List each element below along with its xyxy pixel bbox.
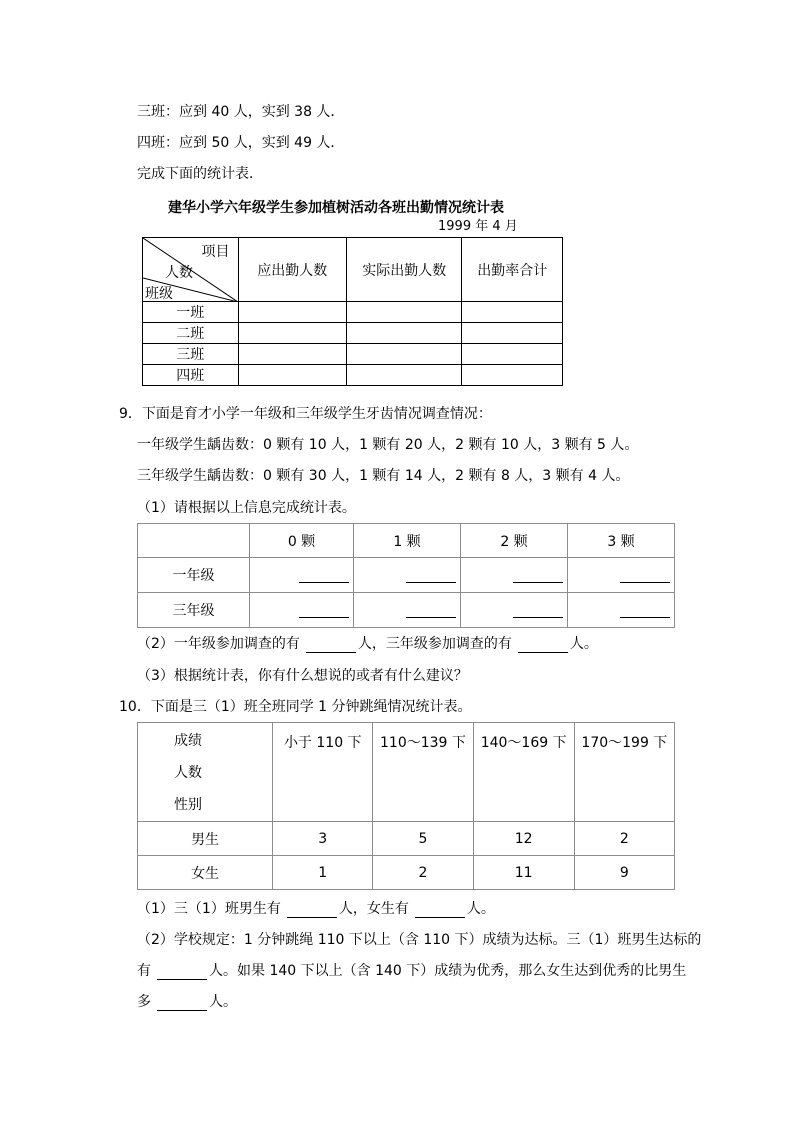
table1-header-people: 人数 <box>165 265 193 281</box>
table-row <box>138 558 675 593</box>
table1-row-label: 三班 <box>143 344 239 365</box>
q9-corner-cell <box>138 524 250 558</box>
table1-empty-cell[interactable] <box>238 302 346 323</box>
q10-sub2-line2-part1: 有 <box>137 963 151 979</box>
q10-cell: 9 <box>574 856 674 890</box>
table-row <box>138 856 675 890</box>
q10-sub1 <box>137 900 495 918</box>
table-row <box>138 822 675 856</box>
q10-row-label: 女生 <box>138 856 273 890</box>
q9-grade1-data: 一年级学生龋齿数：0 颗有 10 人，1 颗有 20 人，2 颗有 10 人，3 颗有 5 人。 <box>137 437 639 453</box>
table1-empty-cell[interactable] <box>462 302 563 323</box>
answer-blank[interactable] <box>620 603 670 618</box>
q10-header-cell <box>138 723 273 822</box>
q10-header-score: 成绩 <box>174 733 202 749</box>
q10-sub2-line1: （2）学校规定：1 分钟跳绳 110 下以上（含 110 下）成绩为达标。三（1）班男生达标的 <box>137 932 702 948</box>
answer-blank[interactable] <box>157 965 207 980</box>
table1-col-header: 应出勤人数 <box>238 238 346 302</box>
q10-cell: 1 <box>273 856 373 890</box>
intro-line-class3: 三班：应到 40 人，实到 38 人． <box>137 104 345 120</box>
q10-col-header: 170～199 下 <box>574 723 674 822</box>
q9-sub2-part3: 人。 <box>569 636 598 652</box>
q9-sub2-part1: （2）一年级参加调查的有 <box>137 636 300 652</box>
table1-col-header: 实际出勤人数 <box>347 238 462 302</box>
table-row <box>143 302 563 323</box>
table1-title: 建华小学六年级学生参加植树活动各班出勤情况统计表 <box>168 200 504 216</box>
q10-sub1-part3: 人。 <box>466 901 495 917</box>
table-row <box>138 593 675 628</box>
table1-row-label: 一班 <box>143 302 239 323</box>
answer-blank[interactable] <box>157 996 207 1011</box>
q9-sub3: （3）根据统计表，你有什么想说的或者有什么建议？ <box>137 668 468 684</box>
table1-diagonal-header <box>143 238 239 302</box>
table1-empty-cell[interactable] <box>462 365 563 386</box>
table1-empty-cell[interactable] <box>462 323 563 344</box>
q9-col-header: 2 颗 <box>461 524 568 558</box>
q9-sub1: （1）请根据以上信息完成统计表。 <box>137 500 356 516</box>
answer-blank[interactable] <box>287 903 337 918</box>
answer-blank[interactable] <box>299 603 349 618</box>
table1-empty-cell[interactable] <box>238 365 346 386</box>
table1-header-class: 班级 <box>145 286 173 302</box>
q9-col-header: 0 颗 <box>250 524 354 558</box>
q9-row-label: 一年级 <box>138 558 250 593</box>
q10-cell: 12 <box>473 822 574 856</box>
q10-sub1-part2: 人，女生有 <box>338 901 409 917</box>
table1-col-header: 出勤率合计 <box>462 238 563 302</box>
q9-stem: 9．下面是育才小学一年级和三年级学生牙齿情况调查情况： <box>119 406 492 422</box>
answer-blank-cell[interactable] <box>568 593 675 628</box>
answer-blank-cell[interactable] <box>568 558 675 593</box>
q10-sub2-line2 <box>137 962 686 980</box>
attendance-table <box>142 237 563 386</box>
table-row <box>143 323 563 344</box>
q10-col-header: 小于 110 下 <box>273 723 373 822</box>
answer-blank-cell[interactable] <box>354 593 461 628</box>
answer-blank[interactable] <box>620 568 670 583</box>
table1-empty-cell[interactable] <box>347 365 462 386</box>
q9-col-header: 3 颗 <box>568 524 675 558</box>
answer-blank[interactable] <box>415 903 465 918</box>
answer-blank[interactable] <box>406 568 456 583</box>
answer-blank[interactable] <box>299 568 349 583</box>
table1-empty-cell[interactable] <box>347 302 462 323</box>
table1-empty-cell[interactable] <box>347 344 462 365</box>
q10-col-header: 140～169 下 <box>473 723 574 822</box>
q10-cell: 11 <box>473 856 574 890</box>
q10-sub2-line2-part2: 人。如果 140 下以上（含 140 下）成绩为优秀，那么女生达到优秀的比男生 <box>209 963 687 979</box>
table1-header-item: 项目 <box>201 244 230 260</box>
table1-empty-cell[interactable] <box>238 344 346 365</box>
answer-blank[interactable] <box>406 603 456 618</box>
q10-row-label: 男生 <box>138 822 273 856</box>
intro-line-class4: 四班：应到 50 人，实到 49 人． <box>137 135 345 151</box>
table1-date: 1999 年 4 月 <box>438 219 518 234</box>
answer-blank-cell[interactable] <box>354 558 461 593</box>
answer-blank-cell[interactable] <box>250 558 354 593</box>
q9-col-header: 1 颗 <box>354 524 461 558</box>
answer-blank-cell[interactable] <box>250 593 354 628</box>
q9-row-label: 三年级 <box>138 593 250 628</box>
q10-sub2-line3 <box>137 993 237 1011</box>
q9-sub2-part2: 人，三年级参加调查的有 <box>357 636 512 652</box>
answer-blank[interactable] <box>513 568 563 583</box>
q10-sub2-line3-part1: 多 <box>137 994 151 1010</box>
q10-header-people: 人数 <box>174 765 202 781</box>
answer-blank[interactable] <box>518 638 568 653</box>
answer-blank[interactable] <box>306 638 356 653</box>
table1-empty-cell[interactable] <box>238 323 346 344</box>
table1-row-label: 二班 <box>143 323 239 344</box>
table-row <box>143 365 563 386</box>
q9-grade3-data: 三年级学生龋齿数：0 颗有 30 人，1 颗有 14 人，2 颗有 8 人，3 颗有 4 人。 <box>137 468 630 484</box>
q9-sub2 <box>137 635 598 653</box>
q10-cell: 2 <box>373 856 473 890</box>
q10-cell: 2 <box>574 822 674 856</box>
q10-col-header: 110～139 下 <box>373 723 473 822</box>
table1-row-label: 四班 <box>143 365 239 386</box>
q10-sub2-line3-part2: 人。 <box>209 994 237 1010</box>
q10-cell: 3 <box>273 822 373 856</box>
q10-stem: 10．下面是三（1）班全班同学 1 分钟跳绳情况统计表。 <box>119 699 472 715</box>
q10-cell: 5 <box>373 822 473 856</box>
cavity-table <box>137 523 675 628</box>
table1-empty-cell[interactable] <box>347 323 462 344</box>
intro-instruction: 完成下面的统计表． <box>137 166 263 182</box>
answer-blank-cell[interactable] <box>461 558 568 593</box>
jump-rope-table <box>137 722 675 890</box>
q10-header-gender: 性别 <box>174 797 202 813</box>
answer-blank-cell[interactable] <box>461 593 568 628</box>
table1-empty-cell[interactable] <box>462 344 563 365</box>
q10-sub1-part1: （1）三（1）班男生有 <box>137 901 281 917</box>
answer-blank[interactable] <box>513 603 563 618</box>
table-row <box>143 344 563 365</box>
